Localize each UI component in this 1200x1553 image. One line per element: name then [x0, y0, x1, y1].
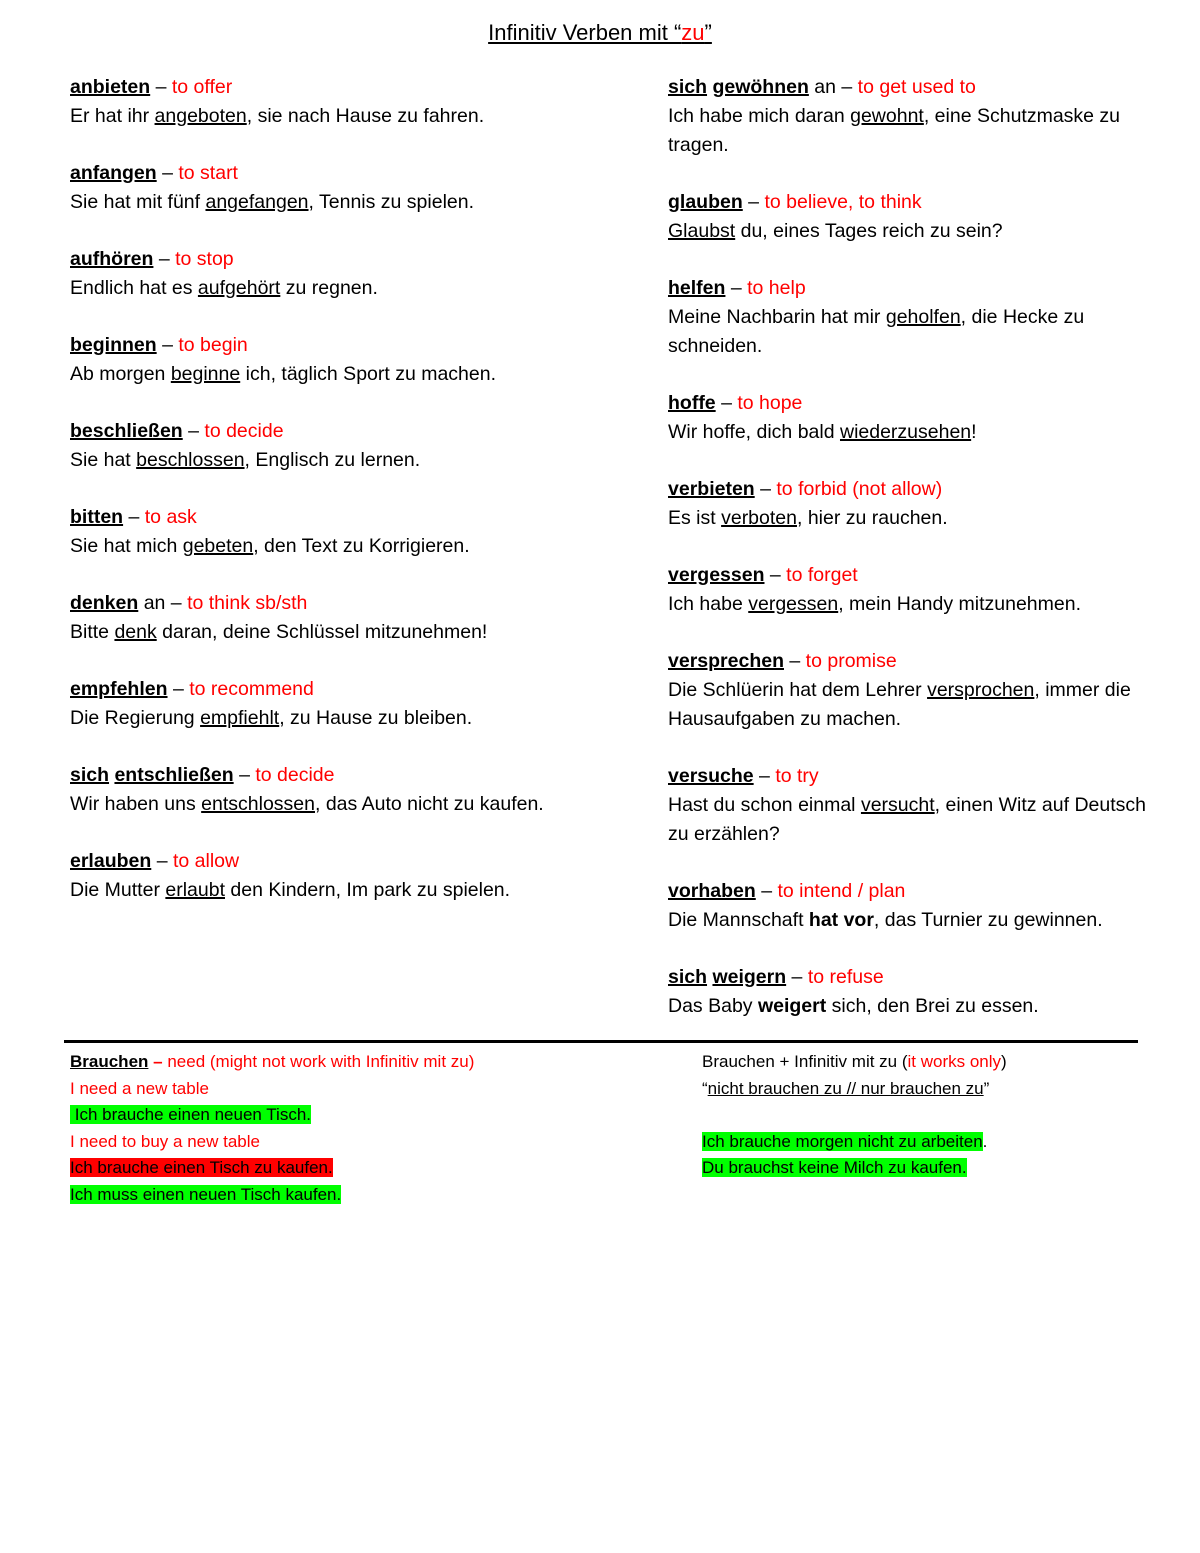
verb-list-right: [668, 73, 1168, 1049]
verb-entry: [70, 245, 650, 303]
verb-heading: [668, 647, 1168, 676]
verb-translation: to try: [775, 765, 819, 787]
verb-dash: –: [764, 564, 787, 586]
verb-translation: to stop: [175, 248, 234, 270]
example-text: , Tennis zu spielen.: [308, 191, 475, 213]
verb-word: vergessen: [668, 564, 765, 586]
example-sentence: [668, 992, 1168, 1021]
example-sentence: [70, 876, 650, 905]
verb-word: sich: [668, 966, 708, 988]
verb-dash: –: [151, 850, 173, 872]
verb-translation: to start: [178, 162, 238, 184]
example-text: , das Turnier zu gewinnen.: [873, 909, 1103, 931]
brauchen-line-2: Ich brauche einen neuen Tisch.: [70, 1105, 311, 1124]
example-sentence: [668, 791, 1168, 849]
verb-preposition: an: [138, 592, 166, 614]
verb-dash: –: [786, 966, 808, 988]
brauchen-inf-heading-suffix: ): [1001, 1052, 1007, 1071]
example-text: , hier zu rauchen.: [796, 507, 948, 529]
verb-dash: –: [153, 248, 176, 270]
example-text: Ich habe mich daran: [668, 105, 851, 127]
example-text: , den Text zu Korrigieren.: [253, 535, 470, 557]
verb-word: anfangen: [70, 162, 157, 184]
verb-translation: to decide: [255, 764, 335, 786]
example-sentence: [70, 446, 650, 475]
quote-text: nicht brauchen zu // nur brauchen zu: [707, 1078, 984, 1098]
example-verb-underlined: verboten: [721, 507, 797, 529]
verb-entry: [668, 877, 1168, 935]
verb-word: anbieten: [70, 76, 151, 98]
example-sentence: [70, 704, 650, 733]
verb-heading: [70, 589, 650, 618]
verb-translation: to recommend: [189, 678, 314, 700]
verb-translation: to ask: [144, 506, 197, 528]
example-sentence: [70, 790, 650, 819]
example-sentence: [70, 618, 650, 647]
brauchen-heading-word: Brauchen: [70, 1052, 149, 1071]
verb-heading: [668, 274, 1168, 303]
example-text: Er hat ihr: [70, 105, 155, 127]
verb-dash: –: [742, 191, 765, 213]
example-sentence: [668, 303, 1168, 361]
verb-dash: –: [755, 880, 778, 902]
verb-word: sich: [668, 76, 708, 98]
verb-entry: [70, 417, 650, 475]
example-text: Wir haben uns: [70, 793, 202, 815]
example-text: , immer die Hausaufgaben zu machen.: [668, 679, 1131, 730]
verb-word: gewöhnen: [712, 76, 809, 98]
verb-word: entschließen: [114, 764, 234, 786]
example-verb-underlined: Glaubst: [668, 220, 736, 242]
brauchen-inf-heading-red: it works only: [907, 1052, 1002, 1071]
example-text: Ich habe: [668, 593, 749, 615]
verb-dash: –: [156, 334, 179, 356]
verb-entry: [70, 331, 650, 389]
verb-entry: [668, 762, 1168, 849]
verb-translation: to intend / plan: [777, 880, 906, 902]
example-text: Die Regierung: [70, 707, 201, 729]
verb-translation: to begin: [178, 334, 248, 356]
verb-dash: –: [165, 592, 188, 614]
example-sentence: [70, 188, 650, 217]
example-sentence: [70, 360, 650, 389]
verb-heading: [668, 963, 1168, 992]
verb-heading: [70, 331, 650, 360]
brauchen-line-2-wrap: [70, 1102, 670, 1129]
verb-word: helfen: [668, 277, 726, 299]
brauchen-inf-heading-prefix: Brauchen + Infinitiv mit zu (: [702, 1052, 908, 1071]
verb-entry: [70, 503, 650, 561]
example-text: Endlich hat es: [70, 277, 198, 299]
verb-word: weigern: [712, 966, 787, 988]
verb-heading: [70, 417, 650, 446]
verb-translation: to get used to: [857, 76, 976, 98]
verb-word: aufhören: [70, 248, 154, 270]
brauchen-line-4: Ich brauche einen Tisch zu kaufen.: [70, 1158, 333, 1177]
example-text: , zu Hause zu bleiben.: [279, 707, 473, 729]
verb-dash: –: [783, 650, 806, 672]
example-text: Hast du schon einmal: [668, 794, 861, 816]
verb-heading: [668, 188, 1168, 217]
example-sentence: [70, 102, 650, 131]
brauchen-line-5: Ich muss einen neuen Tisch kaufen.: [70, 1184, 342, 1204]
verb-translation: to refuse: [807, 966, 884, 988]
verb-word: bitten: [70, 506, 124, 528]
verb-translation: to forbid (not allow): [776, 478, 943, 500]
verb-translation: to think sb/sth: [187, 592, 308, 614]
example-sentence: [668, 418, 1168, 447]
example-verb-underlined: gebeten: [182, 535, 254, 557]
example-verb-bold: weigert: [757, 995, 827, 1017]
verb-entry: [70, 761, 650, 819]
verb-word: sich: [70, 764, 110, 786]
example-sentence: [668, 102, 1168, 160]
example-text: du, eines Tages reich zu sein?: [735, 220, 1003, 242]
example-verb-underlined: versucht: [860, 794, 935, 816]
example-verb-underlined: versprochen: [927, 679, 1035, 701]
verb-heading: [70, 847, 650, 876]
verb-entry: [70, 847, 650, 905]
verb-dash: –: [156, 162, 179, 184]
brauchen-notes: [70, 1049, 670, 1208]
verb-heading: [668, 389, 1168, 418]
example-text: zu regnen.: [280, 277, 378, 299]
quote-open: “: [702, 1078, 708, 1098]
example-sentence: [70, 274, 650, 303]
example-sentence: [668, 906, 1168, 935]
verb-heading: [70, 503, 650, 532]
verb-entry: [668, 188, 1168, 246]
brauchen-heading-dash: –: [148, 1052, 168, 1071]
example-text: den Kindern, Im park zu spielen.: [224, 879, 511, 901]
blank-line: [702, 1102, 1172, 1129]
verb-translation: to hope: [737, 392, 803, 414]
verb-entry: [668, 561, 1168, 619]
example-text: , einen Witz auf Deutsch zu erzählen?: [668, 794, 1146, 845]
verb-word: glauben: [668, 191, 743, 213]
verb-dash: –: [725, 277, 748, 299]
verb-translation: to offer: [171, 76, 233, 98]
verb-dash: –: [233, 764, 256, 786]
verb-word: vorhaben: [668, 880, 756, 902]
example-sentence: [668, 676, 1168, 734]
example-verb-underlined: aufgehört: [197, 277, 281, 299]
brauchen-inf-example-1-wrap: [702, 1129, 1172, 1156]
example-text: , sie nach Hause zu fahren.: [246, 105, 485, 127]
verb-word: versprechen: [668, 650, 784, 672]
example-text: Die Schlüerin hat dem Lehrer: [668, 679, 928, 701]
brauchen-heading-rest: need (might not work with Infinitiv mit zu): [167, 1052, 475, 1071]
brauchen-inf-example-2-wrap: [702, 1155, 1172, 1182]
brauchen-inf-example-1-end: .: [982, 1131, 988, 1151]
example-text: daran, deine Schlüssel mitzunehmen!: [156, 621, 488, 643]
example-text: Die Mutter: [70, 879, 166, 901]
example-text: sich, den Brei zu essen.: [826, 995, 1039, 1017]
verb-dash: –: [167, 678, 190, 700]
verb-heading: [70, 761, 650, 790]
verb-heading: [668, 762, 1168, 791]
verb-translation: to help: [747, 277, 806, 299]
verb-heading: [668, 73, 1168, 102]
example-verb-underlined: empfiehlt: [200, 707, 280, 729]
example-verb-underlined: gewohnt: [850, 105, 924, 127]
verb-entry: [70, 159, 650, 217]
example-verb-underlined: beschlossen: [136, 449, 245, 471]
example-text: Meine Nachbarin hat mir: [668, 306, 886, 328]
brauchen-inf-quote: [702, 1076, 1172, 1103]
example-text: Die Mannschaft: [668, 909, 809, 931]
example-text: , eine Schutzmaske zu tragen.: [668, 105, 1121, 156]
verb-word: empfehlen: [70, 678, 168, 700]
verb-word: denken: [70, 592, 139, 614]
verb-translation: to allow: [172, 850, 240, 872]
title-highlight: zu: [681, 20, 705, 45]
verb-word: verbieten: [668, 478, 755, 500]
verb-dash: –: [754, 478, 777, 500]
verb-entry: [70, 675, 650, 733]
verb-word: hoffe: [668, 392, 716, 414]
verb-translation: to promise: [805, 650, 897, 672]
verb-entry: [70, 73, 650, 131]
example-verb-bold: hat vor: [808, 909, 874, 931]
example-text: , das Auto nicht zu kaufen.: [314, 793, 544, 815]
verb-translation: to decide: [204, 420, 284, 442]
example-verb-underlined: vergessen: [748, 593, 839, 615]
verb-list-left: [70, 73, 650, 933]
example-text: Sie hat mit fünf: [70, 191, 206, 213]
example-text: Das Baby: [668, 995, 758, 1017]
example-verb-underlined: wiederzusehen: [839, 421, 972, 443]
brauchen-infinitiv-notes: [702, 1049, 1172, 1182]
verb-word: beschließen: [70, 420, 183, 442]
verb-translation: to forget: [786, 564, 858, 586]
verb-heading: [70, 73, 650, 102]
verb-entry: [668, 274, 1168, 361]
example-text: !: [971, 421, 977, 443]
example-text: , Englisch zu lernen.: [244, 449, 421, 471]
verb-entry: [70, 589, 650, 647]
verb-heading: [668, 475, 1168, 504]
example-text: Wir hoffe, dich bald: [668, 421, 840, 443]
brauchen-line-1: I need a new table: [70, 1078, 209, 1098]
verb-word: beginnen: [70, 334, 157, 356]
example-text: Es ist: [668, 507, 722, 529]
verb-dash: –: [753, 765, 776, 787]
verb-word: erlauben: [70, 850, 152, 872]
verb-heading: [668, 877, 1168, 906]
example-sentence: [668, 504, 1168, 533]
verb-translation: to believe, to think: [764, 191, 922, 213]
brauchen-inf-heading: [702, 1049, 1172, 1076]
verb-dash: –: [835, 76, 858, 98]
example-text: Sie hat: [70, 449, 137, 471]
quote-close: ”: [983, 1078, 990, 1098]
verb-dash: –: [123, 506, 145, 528]
example-text: Bitte: [70, 621, 115, 643]
verb-entry: [668, 389, 1168, 447]
verb-entry: [668, 475, 1168, 533]
verb-dash: –: [715, 392, 738, 414]
brauchen-line-3: I need to buy a new table: [70, 1131, 260, 1151]
verb-preposition: an: [808, 76, 836, 98]
verb-heading: [70, 159, 650, 188]
example-verb-underlined: geholfen: [885, 306, 961, 328]
example-text: Ab morgen: [70, 363, 171, 385]
example-verb-underlined: angeboten: [154, 105, 247, 127]
example-sentence: [668, 590, 1168, 619]
title-suffix: ”: [704, 20, 712, 45]
verb-heading: [70, 245, 650, 274]
example-verb-underlined: erlaubt: [165, 879, 225, 901]
example-text: , die Hecke zu schneiden.: [668, 306, 1085, 357]
brauchen-line-4-wrap: [70, 1155, 670, 1182]
brauchen-line-5-wrap: [70, 1182, 670, 1209]
example-sentence: [70, 532, 650, 561]
example-text: , mein Handy mitzunehmen.: [838, 593, 1081, 615]
brauchen-inf-example-2: Du brauchst keine Milch zu kaufen.: [702, 1158, 967, 1177]
verb-heading: [668, 561, 1168, 590]
verb-word: versuche: [668, 765, 754, 787]
example-verb-underlined: denk: [114, 621, 157, 643]
example-text: ich, täglich Sport zu machen.: [240, 363, 497, 385]
verb-entry: [668, 73, 1168, 160]
verb-dash: –: [182, 420, 205, 442]
page-title: [0, 18, 1200, 48]
example-sentence: [668, 217, 1168, 246]
example-text: Sie hat mich: [70, 535, 183, 557]
brauchen-inf-example-1: Ich brauche morgen nicht zu arbeiten: [702, 1131, 983, 1151]
verb-dash: –: [150, 76, 172, 98]
example-verb-underlined: beginne: [170, 363, 241, 385]
verb-heading: [70, 675, 650, 704]
example-verb-underlined: angefangen: [205, 191, 309, 213]
title-prefix: Infinitiv Verben mit “: [488, 20, 682, 45]
example-verb-underlined: entschlossen: [201, 793, 315, 815]
verb-entry: [668, 963, 1168, 1021]
brauchen-heading: [70, 1049, 670, 1076]
verb-entry: [668, 647, 1168, 734]
section-divider: [64, 1040, 1138, 1043]
